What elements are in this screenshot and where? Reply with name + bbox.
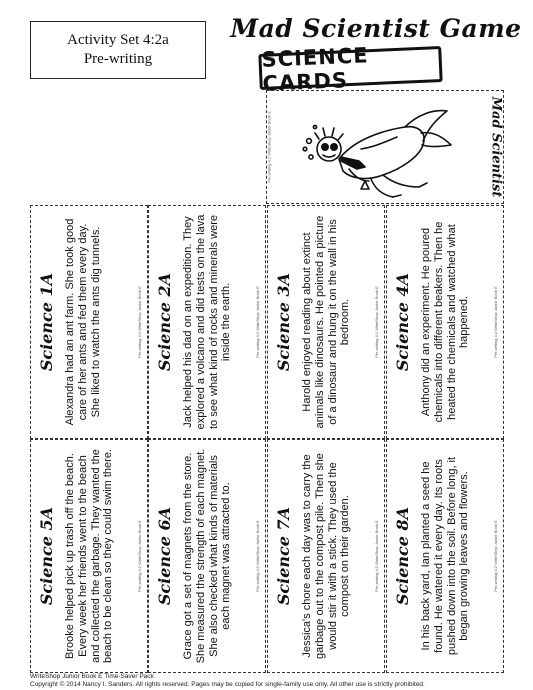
card-credit: Pre-writing 4:2 WriteShop Junior Book E [493,520,498,592]
card-credit: Pre-writing 4:2 WriteShop Junior Book E [266,111,272,183]
science-card-8a[interactable] [386,439,504,673]
activity-set-box [30,21,206,79]
card-title: Science 5A [37,506,56,606]
card-title: Science 6A [155,506,174,606]
card-title: Science 8A [393,506,412,606]
card-credit: Pre-writing 4:2 WriteShop Junior Book E [493,286,498,358]
card-text: Anthony did an experiment. He poured chemicals into different beakers. Then he heated the chemicals and watched what happened. [420,221,471,423]
science-card-7a[interactable] [267,439,385,673]
card-credit: Pre-writing 4:2 WriteShop Junior Book E [255,520,260,592]
card-credit: Pre-writing 4:2 WriteShop Junior Book E [137,520,142,592]
activity-type-label: Pre-writing [83,51,153,67]
card-text: Alexandra had an ant farm. She took good care of her ants and fed them every day. She liked to watch the ants dig tunnels. [64,218,102,426]
card-credit: Pre-writing 4:2 WriteShop Junior Book E [374,286,379,358]
science-cards-label: SCIENCE CARDS [261,43,370,96]
science-card-4a[interactable] [386,205,504,439]
cover-card-label: Mad Scientist [488,96,504,198]
card-text: Grace got a set of magnets from the store. She measured the strength of each magnet. She also checked what kinds of materials each magnet was attracted to. [182,448,233,664]
card-text: Jack helped his dad on an expedition. They explored a volcano and did tests on the lava to see what kind of rocks and minerals were inside the earth. [182,214,233,430]
card-title: Science 7A [274,506,293,606]
science-card-3a[interactable] [267,205,385,439]
footer-copyright: Copyright © 2014 Nancy I. Sanders. All rights reserved. Pages may be copied for single-family use only. All other use is strictly prohibited. [30,681,425,688]
game-title: Mad Scientist Game [230,14,522,43]
card-text: Harold enjoyed reading about extinct animals like dinosaurs. He pointed a picture of a dinosaur and hung it on the wall in his bedroom. [301,215,352,429]
cover-label-strip [485,91,504,203]
science-cards-stamp [258,43,442,96]
card-credit: Pre-writing 4:2 WriteShop Junior Book E [255,286,260,358]
science-card-6a[interactable] [148,439,266,673]
science-card-5a[interactable] [30,439,148,673]
card-title: Science 4A [393,272,412,372]
card-text: In his back yard, Ian planted a seed he found. He watered it every day. Its roots pushed down into the soil. Before long, it began growing leaves and flowers. [420,456,471,656]
science-cards-sheet [30,205,504,673]
card-text: Jessica's chore each day was to carry the garbage out to the compost pile. Then she would stir it with a stick. They used the compost on their garden. [301,453,352,659]
mad-scientist-icon [301,97,461,199]
science-card-2a[interactable] [148,205,266,439]
card-text: Brooke helped pick up trash off the beach. Every week her friends went to the beach and collected the garbage. They wanted the beach to be clean so they could swim there. [64,449,115,664]
science-card-1a[interactable] [30,205,148,439]
card-credit: Pre-writing 4:2 WriteShop Junior Book E [137,286,142,358]
cover-card[interactable] [266,90,504,204]
card-title: Science 3A [274,272,293,372]
card-title: Science 2A [155,272,174,372]
card-credit: Pre-writing 4:2 WriteShop Junior Book E [374,520,379,592]
activity-set-label: Activity Set 4:2a [67,32,169,48]
card-title: Science 1A [37,272,56,372]
footer-book-title: WriteShop Junior Book E Time-Saver Pack [30,673,154,680]
